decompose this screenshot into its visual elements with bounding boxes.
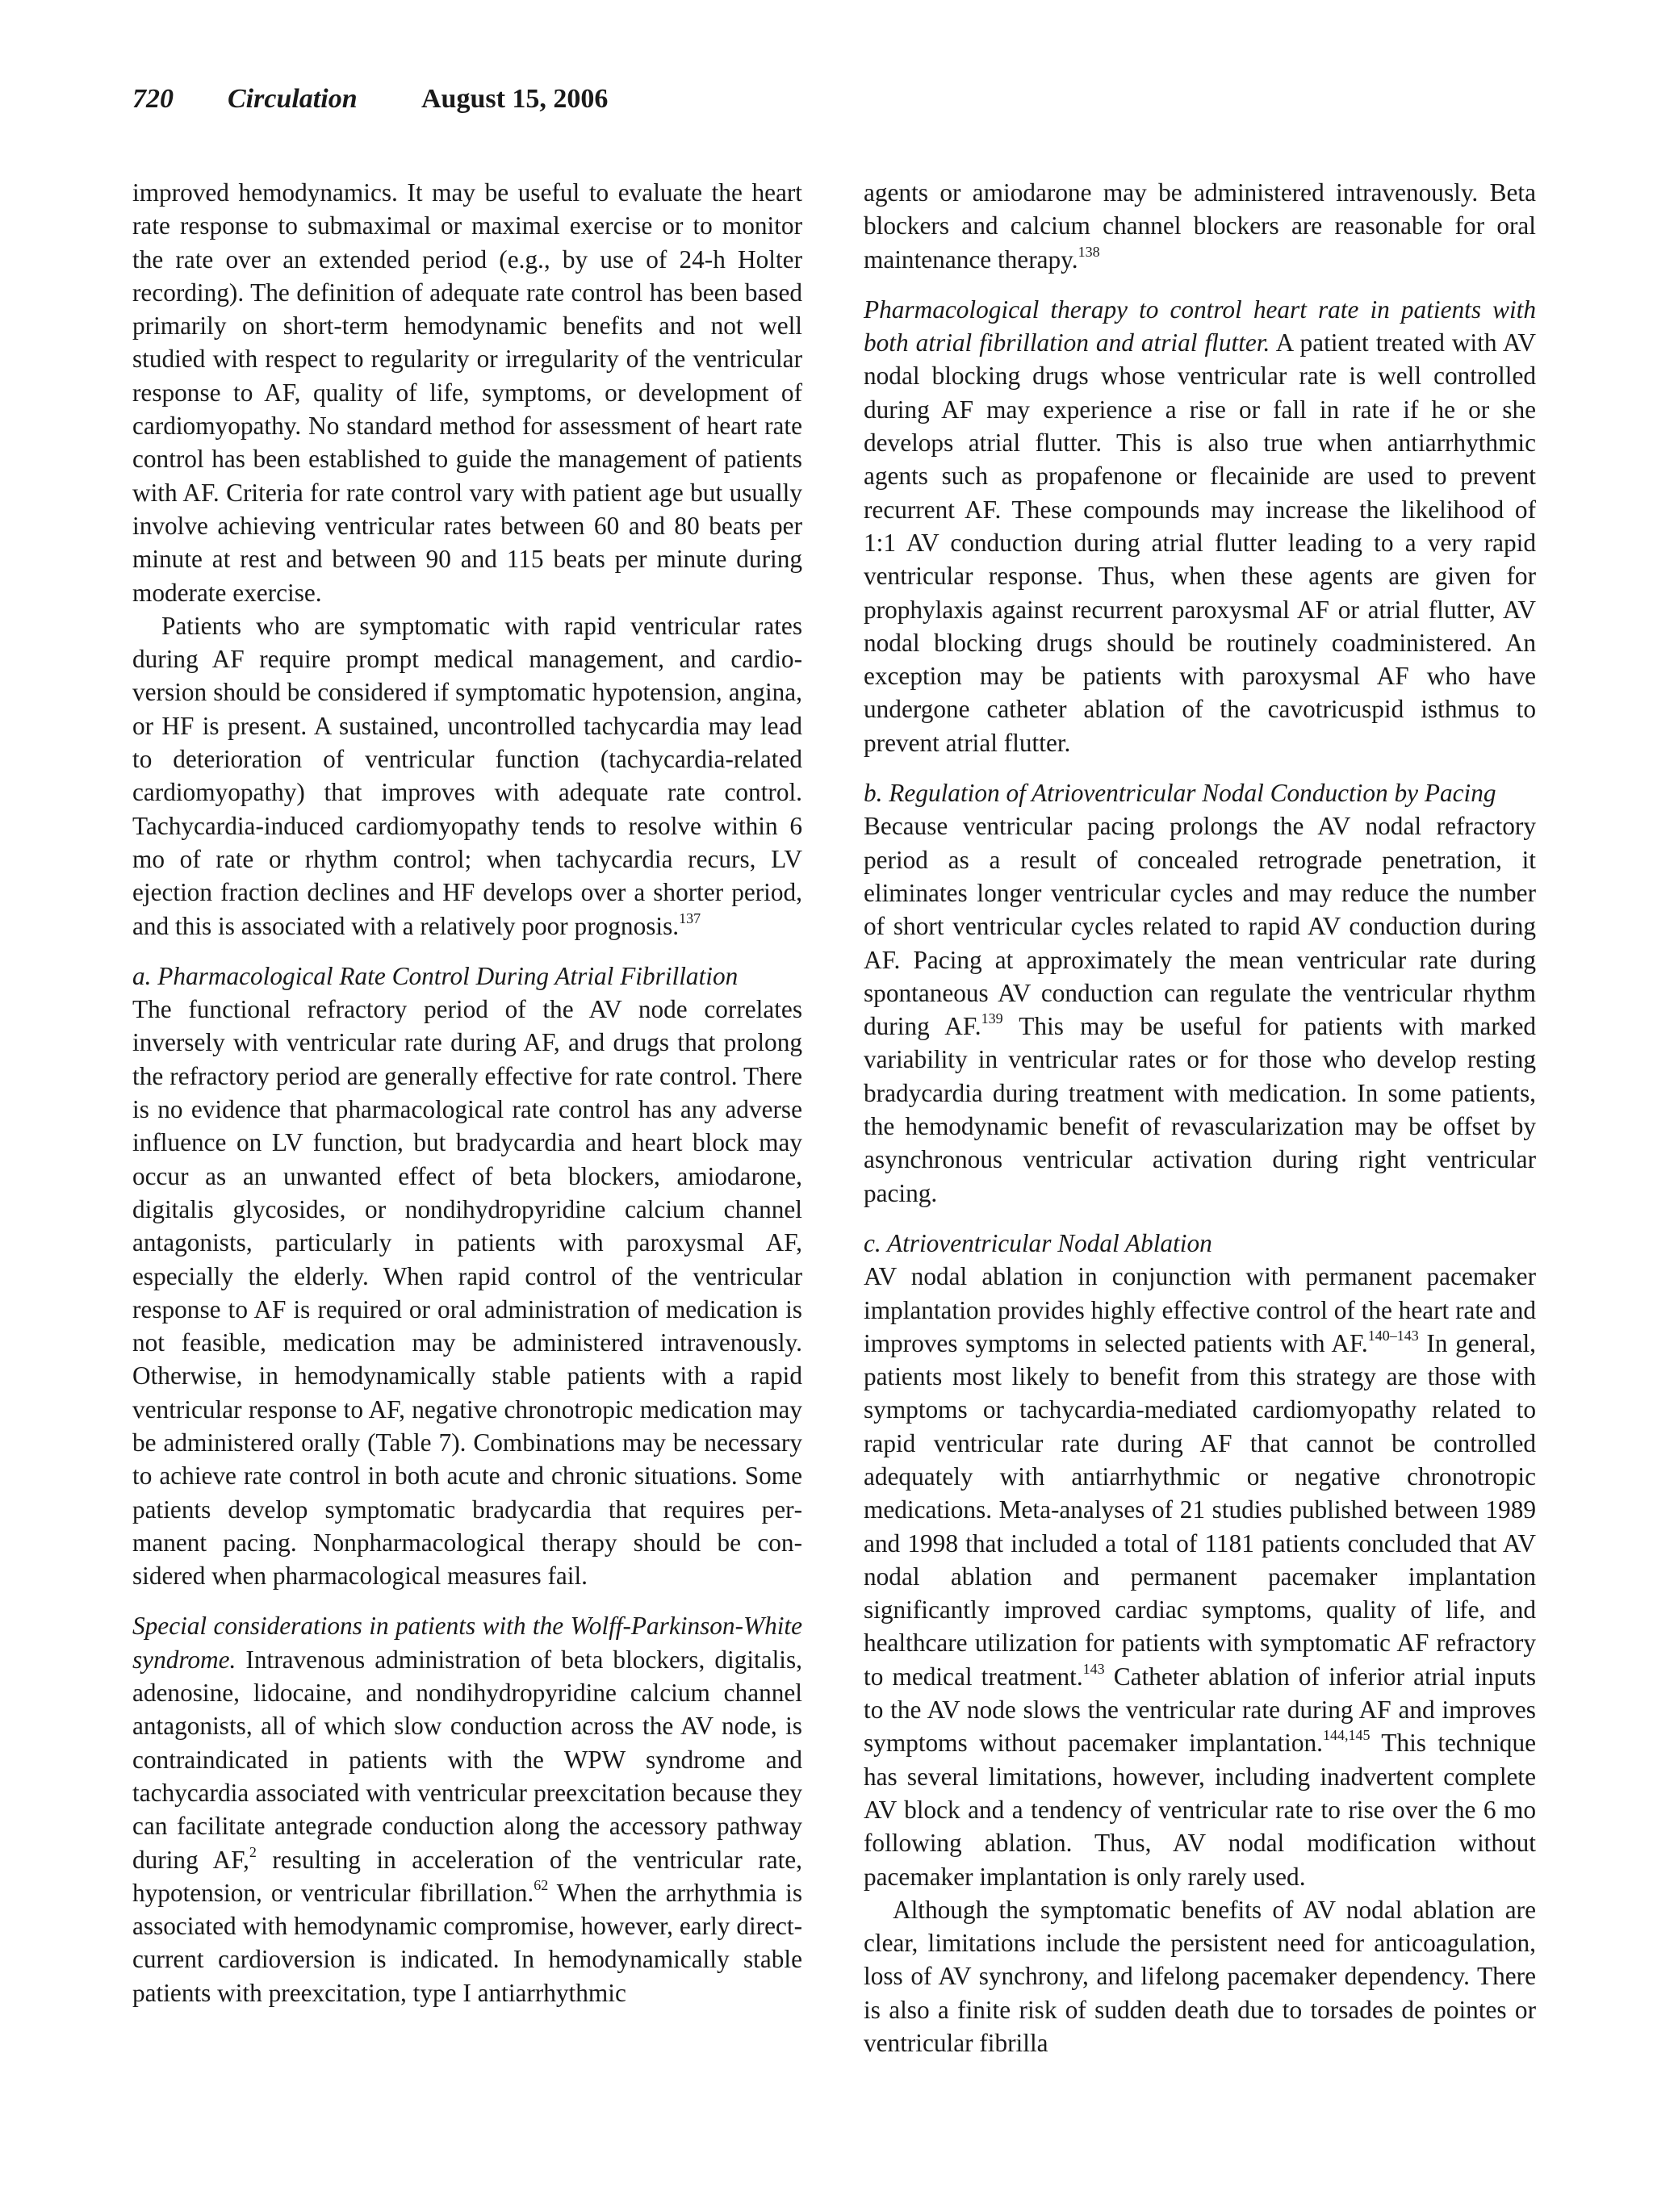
paragraph-ablation-limitations: Although the symptomatic benefits of AV nodal ablation are clear, limitations include the persistent need for anticoagulation, loss of AV synchrony, and lifelong pacemaker dependency. There is also a finite risk of sudden death due to torsades de pointes or ventricular fibrilla — [864, 1895, 1536, 2058]
citation-ref: 62 — [534, 1876, 549, 1893]
paragraph-text: When the arrhythmia is associated with hemodynamic compromise, however, early direct-current cardioversion is indicated. In hemodynamically stable patients with preexcitation, type I antiarrhythmic — [132, 1878, 802, 2007]
paragraph-text: Patients who are symptomatic with rapid ventricular rates during AF require prompt medical management, and cardioversion should be considered if symptomatic hypotension, angina, or HF is present. A sustained, uncontrolled tachycardia may lead to deterioration of ventricular function (tachycardia-related cardiomyopathy) that improves with adequate rate control. Tachycardia-induced cardiomyopathy tends to resolve within 6 mo of rate or rhythm control; when tachycardia recurs, LV ejection fraction declines and HF develops over a shorter period, and this is associated with a relatively poor prognosis. — [132, 611, 802, 940]
citation-ref: 143 — [1082, 1660, 1105, 1677]
paragraph-text: In general, patients most likely to benefit from this strategy are those with symptoms or tachycardia-mediated cardiomyopathy related to rapid ventricular rate during AF that cannot be controlled adequately with antiarrhythmic or negative chronotropic medications. Meta-analyses of 21 studies published between 1989 and 1998 that included a total of 1181 patients concluded that AV nodal ablation and permanent pacemaker implantation significantly improved cardiac symptoms, quality of life, and healthcare utilization for patients with symptomatic AF refractory to medical treatment. — [864, 1328, 1536, 1691]
paragraph-continued — [864, 176, 1536, 276]
paragraph-text: Catheter ablation of inferior atrial inputs to the AV node slows the ventricular rate during AF and improves symptoms without pacemaker implantation. — [864, 1662, 1537, 1758]
left-column — [132, 176, 802, 2009]
paragraph-pacing — [864, 809, 1536, 1210]
paragraph-av-ablation — [864, 1260, 1536, 1893]
run-in-heading: Pharmacological therapy to control heart rate in patients with both atrial fibrillation and atrial flutter. — [864, 295, 1536, 358]
paragraph-atrial-flutter — [864, 293, 1536, 759]
citation-ref: 139 — [981, 1010, 1003, 1027]
section-heading-c: c. Atrioventricular Nodal Ablation — [864, 1228, 1212, 1257]
paragraph-text: resulting in acceleration of the ventricular rate, hypotension, or ventricular fibrillation. — [132, 1845, 802, 1907]
citation-ref: 138 — [1078, 243, 1100, 260]
journal-name: Circulation — [228, 84, 358, 114]
citation-ref: 137 — [679, 909, 701, 926]
run-in-heading: Special considerations in patients with the Wolff-Parkinson-White syndrome. — [132, 1612, 802, 1674]
section-heading-a: a. Pharmacological Rate Control During Atrial Fibrillation — [132, 961, 739, 990]
citation-ref: 144,145 — [1323, 1727, 1371, 1744]
issue-date: August 15, 2006 — [421, 84, 609, 114]
running-header — [132, 84, 608, 115]
paragraph-rate-criteria: improved hemodynamics. It may be useful to evaluate the heart rate response to submaximal or maximal exercise or to monitor the rate over an extended period (e.g., by use of 24-h Holter recording). The definition of adequate rate control has been based primarily on short-term hemodynamic benefits and not well studied with respect to regularity or irregularity of the ventricular response to AF, quality of life, symptoms, or development of cardiomyopathy. No standard method for assessment of heart rate control has been established to guide the management of patients with AF. Criteria for rate control vary with patient age but usually involve achieving ventricular rates between 60 and 80 beats per minute at rest and between 90 and 115 beats per minute during moderate exercise. — [132, 178, 802, 607]
paragraph-text: This technique has several limitations, however, including inadvertent complete AV block and a tendency of ventricular rate to rise over the 6 mo following ablation. Thus, AV nodal modification without pacemaker implantation is only rarely used. — [864, 1729, 1536, 1891]
paragraph-text: Intravenous administration of beta blockers, digitalis, adenosine, lidocaine, and nondihydropyridine calcium channel antagonists, all of which slow conduction across the AV node, is contraindicated in patients with the WPW syndrome and tachycardia associated with ventricular preexcitation because they can facilitate antegrade conduction along the accessory pathway during AF, — [132, 1645, 802, 1874]
right-column — [864, 176, 1536, 2059]
paragraph-text: A patient treated with AV nodal blocking drugs whose ventricular rate is well controlled during AF may experience a rise or fall in rate if he or she develops atrial flutter. This is also true when antiarrhythmic agents such as propafenone or flecainide are used to prevent recurrent AF. These compounds may increase the likelihood of 1:1 AV conduction during atrial flutter leading to a very rapid ventricular response. Thus, when these agents are given for prophylaxis against recurrent paroxysmal AF or atrial flutter, AV nodal blocking drugs should be routinely coadministered. An exception may be patients with paroxysmal AF who have undergone catheter ablation of the cavotricuspid isthmus to prevent atrial flutter. — [864, 328, 1537, 757]
paragraph-text: AV nodal ablation in conjunction with permanent pacemaker implantation provides highly effective control of the heart rate and improves symptoms in selected patients with AF. — [864, 1262, 1536, 1357]
paragraph-text: This may be useful for patients with marked variability in ventricular rates or for those who develop resting bradycardia during treatment with medication. In some patients, the hemodynamic benefit of revascularization may be offset by asynchronous ventricular activation during right ventricular pacing. — [864, 1012, 1536, 1207]
citation-ref: 2 — [249, 1843, 257, 1860]
paragraph-wpw — [132, 1609, 802, 2009]
paragraph-pharmacological-control: The functional refractory period of the AV node correlates inversely with ventricular rate during AF, and drugs that prolong the refractory period are generally effective for rate control. There is no evidence that pharmacological rate control has any adverse influence on LV function, but bradycardia and heart block may occur as an unwanted effect of beta blockers, amiodarone, digitalis glycosides, or nondihydropyridine calcium channel antagonists, particularly in patients with paroxysmal AF, especially the elderly. When rapid control of the ventricular response to AF is required or oral administration of medication is not feasible, medication may be administered intravenously. Otherwise, in hemodynamically stable patients with a rapid ventricular response to AF, negative chronotropic medication may be administered orally (Table 7). Combinations may be necessary to achieve rate control in both acute and chronic situations. Some patients develop symptomatic bradycardia that requires permanent pacing. Nonpharmacological therapy should be considered when pharmacological measures fail. — [132, 995, 802, 1591]
citation-ref: 140–143 — [1367, 1327, 1419, 1344]
paragraph-symptomatic-patients — [132, 609, 802, 943]
paragraph-text: Because ventricular pacing prolongs the AV nodal refractory period as a result of concealed retrograde penetration, it eliminates longer ventricular cycles and may reduce the number of short ventricular cycles related to rapid AV conduction during AF. Pacing at approximately the mean ventricular rate during spontaneous AV conduction can regulate the ventricular rhythm during AF. — [864, 812, 1536, 1041]
paragraph-text: agents or amiodarone may be administered intravenously. Beta blockers and calcium channel blockers are reasonable for oral maintenance therapy. — [864, 178, 1536, 274]
page-number: 720 — [132, 84, 174, 114]
section-heading-b: b. Regulation of Atrioventricular Nodal Conduction by Pacing — [864, 779, 1496, 808]
